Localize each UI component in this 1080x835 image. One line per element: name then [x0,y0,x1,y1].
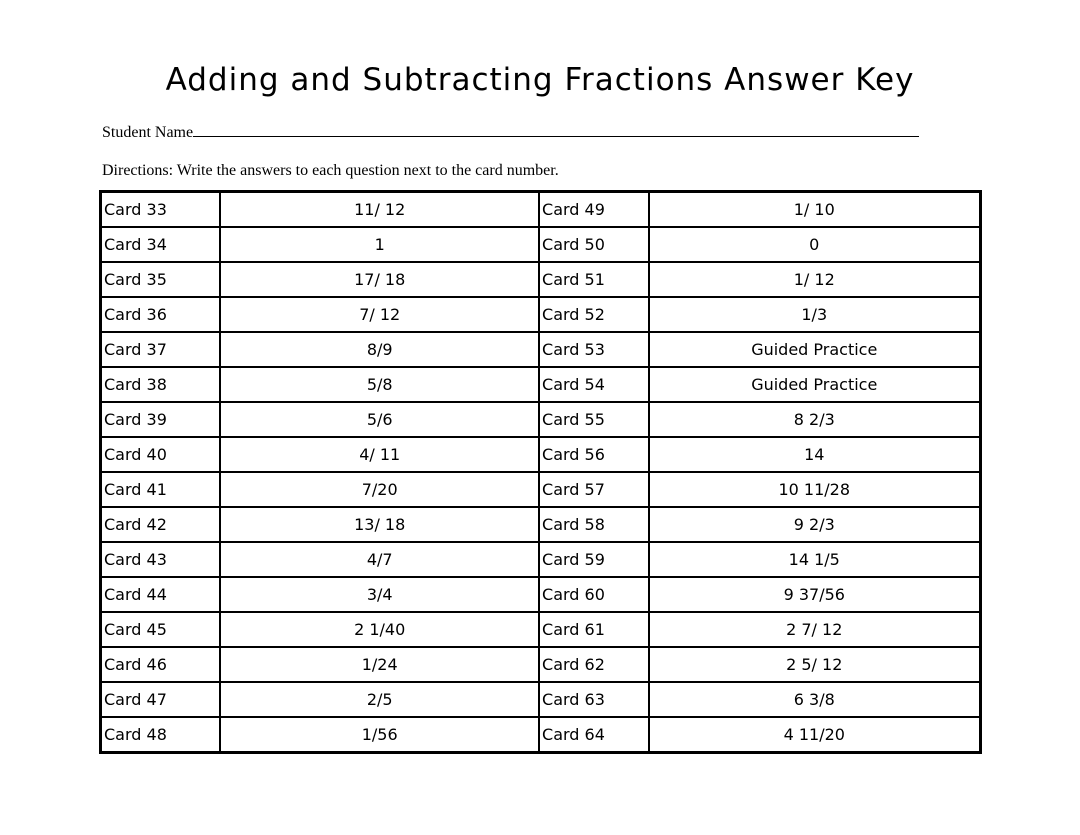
answer-left: 2/5 [220,682,539,717]
card-number-left: Card 42 [101,507,221,542]
table-row [101,507,981,542]
table-row [101,682,981,717]
card-number-left: Card 37 [101,332,221,367]
answer-left: 2 1/40 [220,612,539,647]
answer-right: 1/3 [649,297,981,332]
card-number-right: Card 61 [539,612,648,647]
card-number-left: Card 40 [101,437,221,472]
card-number-right: Card 51 [539,262,648,297]
answer-left: 3/4 [220,577,539,612]
answer-right: 2 5/ 12 [649,647,981,682]
student-name-line [102,122,919,142]
table-row [101,647,981,682]
answer-left: 11/ 12 [220,192,539,228]
answer-left: 1/24 [220,647,539,682]
card-number-right: Card 63 [539,682,648,717]
card-number-left: Card 39 [101,402,221,437]
table-row [101,297,981,332]
table-row [101,192,981,228]
answer-left: 5/8 [220,367,539,402]
student-name-blank[interactable] [193,122,919,137]
answer-right: Guided Practice [649,332,981,367]
card-number-right: Card 56 [539,437,648,472]
card-number-left: Card 43 [101,542,221,577]
answer-table [99,190,982,754]
card-number-left: Card 46 [101,647,221,682]
table-row [101,227,981,262]
answer-right: 0 [649,227,981,262]
answer-table-body [101,192,981,753]
answer-right: 9 2/3 [649,507,981,542]
table-row [101,472,981,507]
table-row [101,437,981,472]
card-number-right: Card 49 [539,192,648,228]
table-row [101,577,981,612]
card-number-right: Card 60 [539,577,648,612]
card-number-right: Card 54 [539,367,648,402]
card-number-right: Card 55 [539,402,648,437]
card-number-right: Card 52 [539,297,648,332]
answer-left: 1/56 [220,717,539,753]
answer-left: 5/6 [220,402,539,437]
card-number-right: Card 57 [539,472,648,507]
card-number-right: Card 64 [539,717,648,753]
table-row [101,612,981,647]
card-number-left: Card 33 [101,192,221,228]
answer-right: Guided Practice [649,367,981,402]
answer-right: 8 2/3 [649,402,981,437]
card-number-right: Card 50 [539,227,648,262]
table-row [101,332,981,367]
card-number-left: Card 35 [101,262,221,297]
card-number-left: Card 41 [101,472,221,507]
answer-right: 4 11/20 [649,717,981,753]
answer-right: 6 3/8 [649,682,981,717]
card-number-right: Card 53 [539,332,648,367]
answer-right: 14 [649,437,981,472]
card-number-left: Card 45 [101,612,221,647]
card-number-left: Card 34 [101,227,221,262]
directions-text: Directions: Write the answers to each question next to the card number. [102,162,559,179]
card-number-right: Card 58 [539,507,648,542]
answer-left: 1 [220,227,539,262]
answer-right: 2 7/ 12 [649,612,981,647]
answer-left: 4/ 11 [220,437,539,472]
page-title: Adding and Subtracting Fractions Answer Key [165,62,915,98]
answer-left: 13/ 18 [220,507,539,542]
answer-left: 17/ 18 [220,262,539,297]
answer-left: 8/9 [220,332,539,367]
card-number-left: Card 38 [101,367,221,402]
answer-right: 1/ 10 [649,192,981,228]
card-number-right: Card 62 [539,647,648,682]
card-number-left: Card 44 [101,577,221,612]
student-name-label: Student Name [102,124,194,141]
table-row [101,402,981,437]
answer-right: 9 37/56 [649,577,981,612]
answer-left: 4/7 [220,542,539,577]
table-row [101,542,981,577]
card-number-left: Card 48 [101,717,221,753]
answer-right: 14 1/5 [649,542,981,577]
table-row [101,262,981,297]
card-number-right: Card 59 [539,542,648,577]
answer-left: 7/20 [220,472,539,507]
table-row [101,367,981,402]
answer-right: 10 11/28 [649,472,981,507]
card-number-left: Card 36 [101,297,221,332]
answer-right: 1/ 12 [649,262,981,297]
answer-left: 7/ 12 [220,297,539,332]
table-row [101,717,981,753]
card-number-left: Card 47 [101,682,221,717]
